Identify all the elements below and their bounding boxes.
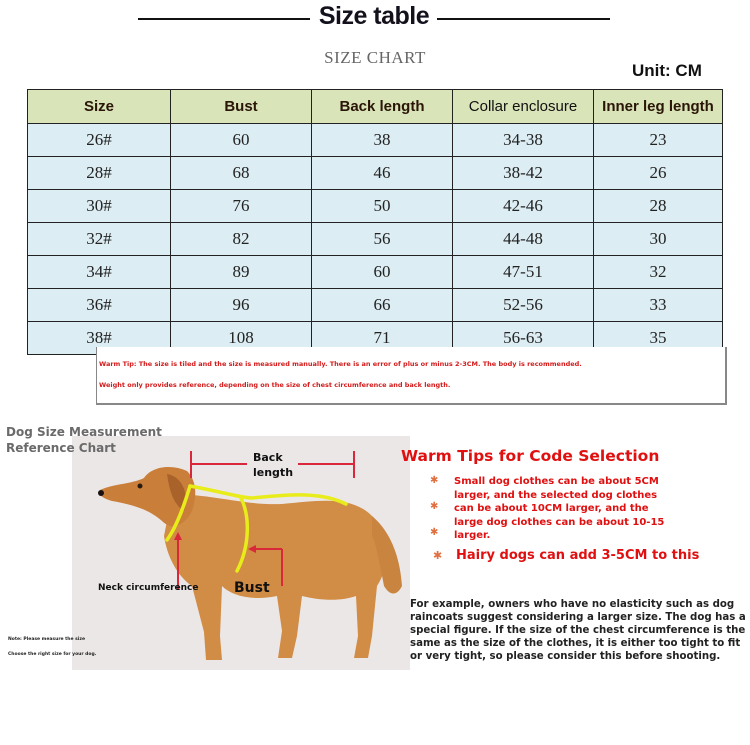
star-icon: ✱: [430, 527, 439, 538]
star-icon: ✱: [433, 549, 443, 562]
choose-size-note: Choose the right size for your dog.: [8, 652, 97, 657]
weight-note-text: Weight only provides reference, depending on the size of chest circumference and back length.: [99, 381, 451, 389]
cell-collar: 52-56: [453, 289, 594, 322]
table-row: [28, 289, 723, 322]
unit-label: Unit: CM: [632, 61, 702, 80]
cell-size: 26#: [28, 124, 171, 157]
cell-size: 30#: [28, 190, 171, 223]
cell-size: 36#: [28, 289, 171, 322]
cell-inner-leg: 35: [594, 322, 723, 355]
size-table: [27, 89, 723, 355]
table-row: [28, 190, 723, 223]
cell-back-length: 66: [312, 289, 453, 322]
dog-illustration: [72, 436, 410, 670]
measure-note: Note: Please measure the size: [8, 637, 86, 642]
cell-inner-leg: 33: [594, 289, 723, 322]
reference-chart-title: Dog Size Measurement Reference Chart: [6, 425, 162, 455]
column-header-collar: Collar enclosure: [453, 90, 594, 124]
star-icon: ✱: [430, 475, 439, 486]
back-length-label: Back length: [253, 451, 294, 479]
cell-back-length: 50: [312, 190, 453, 223]
cell-collar: 47-51: [453, 256, 594, 289]
cell-inner-leg: 23: [594, 124, 723, 157]
cell-inner-leg: 30: [594, 223, 723, 256]
column-header-size: Size: [28, 90, 171, 124]
cell-inner-leg: 26: [594, 157, 723, 190]
star-icon: ✱: [430, 501, 439, 512]
cell-collar: 56-63: [453, 322, 594, 355]
warm-tip-box: [96, 347, 727, 405]
warm-tip-text: Warm Tip: The size is tiled and the size is measured manually. There is an error of plus or minus 2-3CM. The body is recommended.: [99, 360, 582, 368]
table-row: [28, 124, 723, 157]
table-row: [28, 223, 723, 256]
subtitle: SIZE CHART: [324, 48, 426, 67]
column-header-back-length: Back length: [312, 90, 453, 124]
cell-collar: 34-38: [453, 124, 594, 157]
table-row: [28, 157, 723, 190]
cell-bust: 96: [171, 289, 312, 322]
heading-rule-right: [437, 18, 610, 20]
cell-bust: 76: [171, 190, 312, 223]
cell-collar: 38-42: [453, 157, 594, 190]
cell-bust: 68: [171, 157, 312, 190]
table-header-row: [28, 90, 723, 124]
cell-back-length: 46: [312, 157, 453, 190]
bust-label: Bust: [234, 580, 270, 596]
cell-bust: 82: [171, 223, 312, 256]
tip-paragraph: Small dog clothes can be about 5CM larger, and the selected dog clothes can be about 10CM larger, and the large dog clothes can be about 10-15 larger.: [454, 476, 665, 541]
cell-back-length: 56: [312, 223, 453, 256]
cell-inner-leg: 32: [594, 256, 723, 289]
tips-title: Warm Tips for Code Selection: [401, 447, 660, 465]
cell-collar: 44-48: [453, 223, 594, 256]
cell-size: 28#: [28, 157, 171, 190]
size-table-heading: [0, 2, 750, 34]
cell-back-length: 60: [312, 256, 453, 289]
cell-collar: 42-46: [453, 190, 594, 223]
example-paragraph: For example, owners who have no elasticity such as dog raincoats suggest considering a larger size. The dog has a special figure. If the size of the chest circumference is the same as the size of the clothes, it is either too tight to fit or very tight, so please consider this before shooting.: [410, 599, 746, 662]
cell-size: 34#: [28, 256, 171, 289]
cell-back-length: 71: [312, 322, 453, 355]
neck-circumference-label: Neck circumference: [98, 583, 199, 593]
cell-bust: 89: [171, 256, 312, 289]
cell-bust: 108: [171, 322, 312, 355]
dog-measurement-image: [72, 436, 410, 670]
cell-back-length: 38: [312, 124, 453, 157]
cell-inner-leg: 28: [594, 190, 723, 223]
cell-bust: 60: [171, 124, 312, 157]
cell-size: 32#: [28, 223, 171, 256]
page-title: Size table: [318, 2, 430, 30]
table-row: [28, 256, 723, 289]
column-header-inner-leg: Inner leg length: [594, 90, 723, 124]
dog-icon: [98, 467, 402, 660]
heading-rule-left: [138, 18, 310, 20]
hairy-dog-tip: Hairy dogs can add 3-5CM to this: [456, 548, 700, 563]
column-header-bust: Bust: [171, 90, 312, 124]
cell-size: 38#: [28, 322, 171, 355]
